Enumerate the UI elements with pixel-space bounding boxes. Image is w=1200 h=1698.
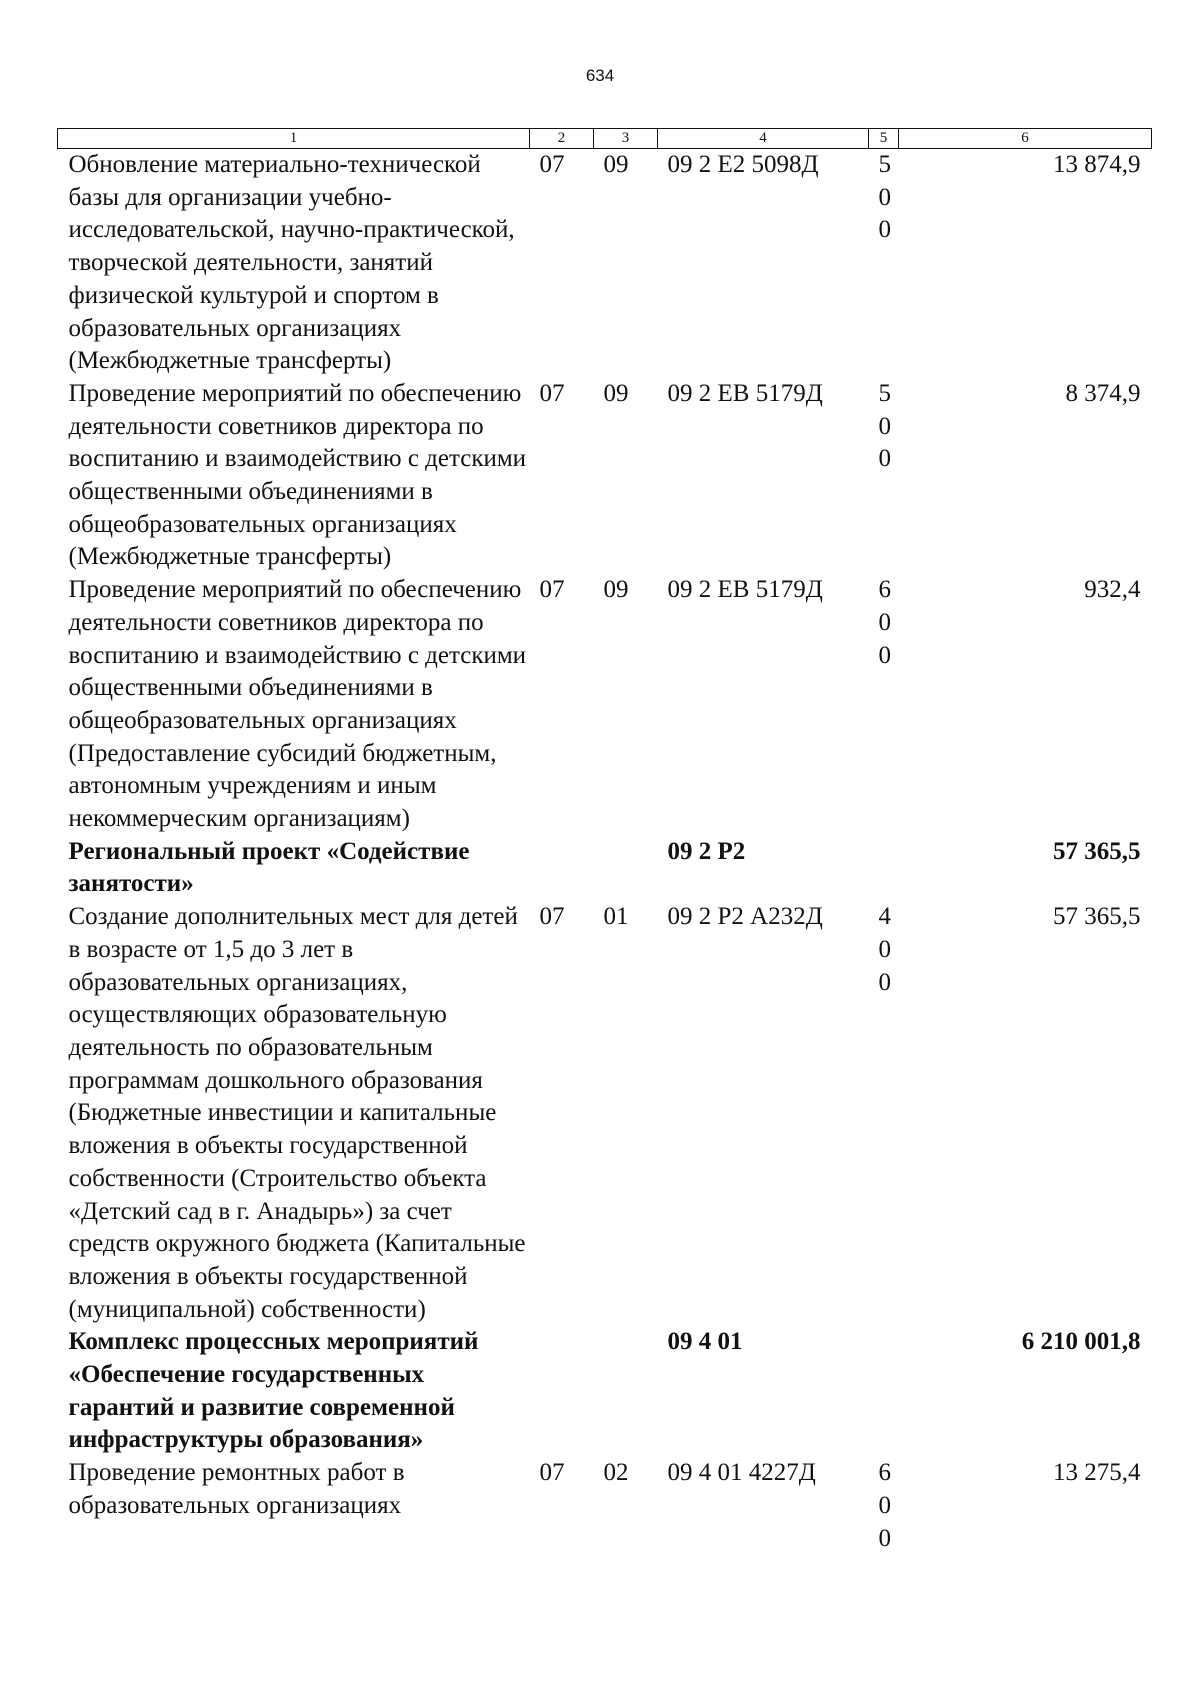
row-subsection: [594, 836, 658, 901]
row-name: Проведение мероприятий по обеспечению деятельности советников директора по воспитанию и взаимодействию с детскими общественными объединениями в общеобразовательных организациях (Межбюджетные трансферты): [68, 379, 527, 571]
row-name: Обновление материально-технической базы для организации учебно-исследовательской, научно-практической, творческой деятельности, занятий физической культурой и спортом в образовательных организациях (Межбюджетные трансферты): [68, 151, 515, 375]
row-expense-type: 600: [878, 576, 891, 669]
row-subsection: 02: [603, 1459, 629, 1487]
row-subsection: 01: [603, 903, 629, 931]
row-subsection: 09: [603, 576, 629, 604]
row-subsection: 09: [603, 151, 629, 178]
table-row: [58, 574, 1152, 836]
row-amount: 8 374,9: [1065, 379, 1141, 407]
row-name: Региональный проект «Содействие занятости»: [68, 837, 470, 898]
header-col-5: 5: [869, 129, 899, 149]
row-section: [530, 1326, 594, 1457]
row-expense-type: [869, 1326, 899, 1457]
row-expense-type: [869, 836, 899, 901]
row-target-code: 09 2 EВ 5179Д: [667, 576, 823, 604]
table-row: [58, 1457, 1152, 1555]
table-row-section: [58, 836, 1152, 901]
row-section: 07: [539, 1459, 565, 1487]
row-amount: 932,4: [1084, 576, 1141, 604]
row-amount: 13 275,4: [1053, 1459, 1141, 1487]
table-row: [58, 901, 1152, 1326]
table-row: [58, 149, 1152, 378]
row-target-code: 09 4 01: [667, 1328, 743, 1356]
row-section: 07: [539, 151, 565, 178]
row-expense-type: 500: [878, 379, 891, 473]
row-target-code: 09 2 P2 А232Д: [667, 903, 823, 931]
header-col-6: 6: [899, 129, 1152, 149]
table-header-row: [58, 129, 1152, 149]
row-section: 07: [539, 576, 565, 604]
table-row: [58, 378, 1152, 574]
row-amount: 57 365,5: [1053, 837, 1141, 865]
row-subsection: 09: [603, 379, 629, 407]
header-col-1: 1: [58, 129, 530, 149]
header-col-2: 2: [530, 129, 594, 149]
row-expense-type: 600: [878, 1459, 891, 1552]
row-name: Создание дополнительных мест для детей в возрасте от 1,5 до 3 лет в образовательных организациях, осуществляющих образовательную деятельность по образовательным программам дошкольного образования (Бюджетные инвестиции и капитальные вложения в объекты государственной собственности (Строительство объекта «Детский сад в г. Анадырь») за счет средств окружного бюджета (Капитальные вложения в объекты государственной (муниципальной) собственности): [68, 903, 526, 1323]
page-number: 634: [585, 66, 615, 85]
row-amount: 13 874,9: [1053, 151, 1141, 178]
table-row-section: [58, 1326, 1152, 1457]
header-col-3: 3: [594, 129, 658, 149]
row-target-code: 09 4 01 4227Д: [667, 1459, 816, 1487]
row-name: Проведение ремонтных работ в образовательных организациях: [68, 1459, 405, 1519]
row-name: Комплекс процессных мероприятий «Обеспечение государственных гарантий и развитие современной инфраструктуры образования»: [68, 1328, 479, 1454]
row-amount: 6 210 001,8: [1021, 1328, 1141, 1356]
row-section: 07: [539, 379, 565, 407]
row-name: Проведение мероприятий по обеспечению деятельности советников директора по воспитанию и взаимодействию с детскими общественными объединениями в общеобразовательных организациях (Предоставление субсидий бюджетным, автономным учреждениям и иным некоммерческим организациям): [68, 576, 527, 833]
row-section: 07: [539, 903, 565, 931]
header-col-4: 4: [658, 129, 869, 149]
row-subsection: [594, 1326, 658, 1457]
row-target-code: 09 2 P2: [667, 837, 746, 865]
budget-table: [57, 128, 1152, 1555]
row-expense-type: 500: [878, 151, 891, 244]
row-expense-type: 400: [878, 903, 891, 996]
row-amount: 57 365,5: [1053, 903, 1141, 931]
row-target-code: 09 2 EВ 5179Д: [667, 379, 823, 407]
row-section: [530, 836, 594, 901]
row-target-code: 09 2 E2 5098Д: [667, 151, 819, 178]
